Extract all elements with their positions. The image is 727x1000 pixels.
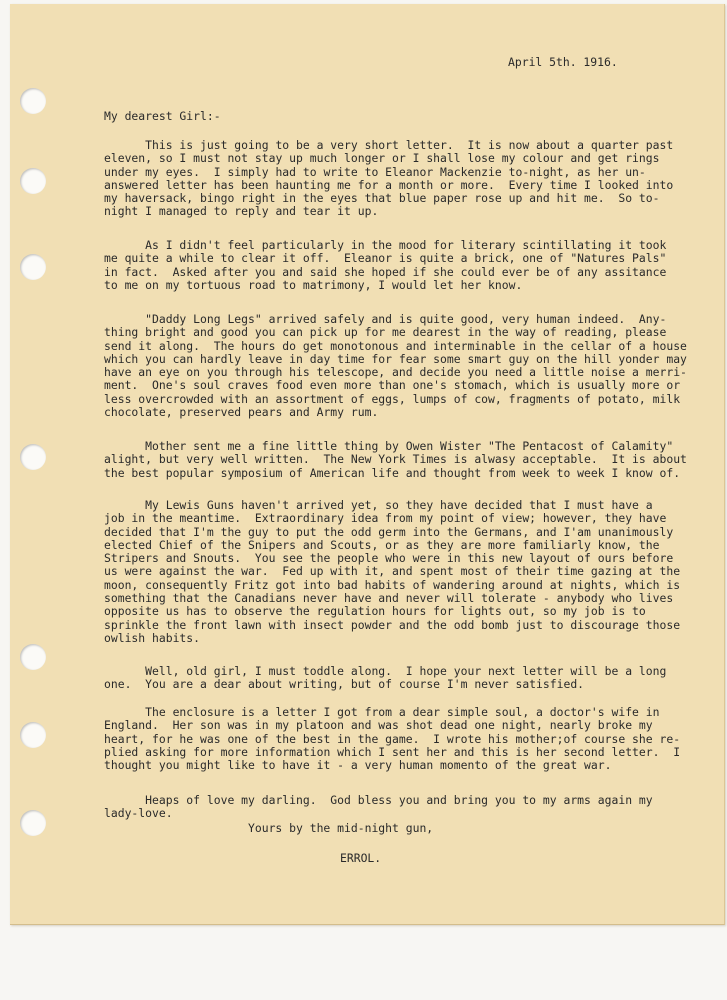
letter-date: April 5th. 1916. xyxy=(508,55,618,69)
paragraph: As I didn't feel particularly in the mood for literary scintillating it took me quite a while to clear it off. Eleanor is quite a brick, one of "Natures Pals" in fact. Asked after you and said she hoped if she could ever be of any assitance to me on my tortuous road to matrimony, I would let her know. xyxy=(104,238,667,292)
binder-hole xyxy=(20,644,46,670)
binder-hole xyxy=(20,810,46,836)
paragraph: The enclosure is a letter I got from a dear simple soul, a doctor's wife in England. Her son was in my platoon and was shot dead one night, nearly broke my heart, for he was one of the best in the game. I wrote his mother;of course she re- plied asking for more information which I sent her and this is her second letter. I thought you might like to have it - a very human momento of the great war. xyxy=(104,705,681,773)
paragraph: Well, old girl, I must toddle along. I hope your next letter will be a long one. You are a dear about writing, but of course I'm never satisfied. xyxy=(104,664,667,692)
closing-line: Yours by the mid-night gun, xyxy=(248,821,434,835)
binder-hole xyxy=(20,444,46,470)
binder-hole xyxy=(20,254,46,280)
signature: ERROL. xyxy=(340,851,382,865)
binder-hole xyxy=(20,88,46,114)
paragraph: This is just going to be a very short letter. It is now about a quarter past eleven, so I must not stay up much longer or I shall lose my colour and get rings under my eyes. I simply had to write to Eleanor Mackenzie to-night, as her un- answered letter has been haunting me for a month or more. Every time I looked into my haversack, bingo right in the eyes that blue paper rose up and hit me. So to- night I managed to reply and tear it up. xyxy=(104,138,674,219)
paragraph: Mother sent me a fine little thing by Owen Wister "The Pentacost of Calamity" alight, but very well written. The New York Times is alwasy acceptable. It is about the best popular symposium of American life and thought from week to week I know of. xyxy=(104,439,687,480)
salutation: My dearest Girl:- xyxy=(104,109,221,123)
paragraph: My Lewis Guns haven't arrived yet, so they have decided that I must have a job in the meantime. Extraordinary idea from my point of view; however, they have decided that I'm the guy to put the odd germ into the Germans, and I'am unanimously elected Chief of the Snipers and Scouts, or as they are more familiarly know, the Stripers and Snouts. You see the people who were in this new layout of ours before us were against the war. Fed up with it, and spent most of their time gazing at the moon, consequently Fritz got into bad habits of wandering around at nights, which is something that the Canadians never have and never will tolerate - anybody who lives opposite us has to observe the regulation hours for lights out, so my job is to sprinkle the front lawn with insect powder and the odd bomb just to discourage those owlish habits. xyxy=(104,498,681,645)
paragraph: "Daddy Long Legs" arrived safely and is quite good, very human indeed. Any- thing bright and good you can pick up for me dearest in the way of reading, please send it along. The hours do get monotonous and interminable in the cellar of a house which you can hardly leave in day time for fear some smart guy on the hill yonder may have an eye on you through his telescope, and decide you need a little noise a merri- ment. One's soul craves food even more than one's stomach, which is usually more or less overcrowded with an assortment of eggs, lumps of cow, fragments of potato, milk chocolate, preserved pears and Army rum. xyxy=(104,312,687,420)
binder-hole xyxy=(20,722,46,748)
binder-hole xyxy=(20,168,46,194)
paragraph: Heaps of love my darling. God bless you and bring you to my arms again my lady-love. xyxy=(104,793,653,821)
